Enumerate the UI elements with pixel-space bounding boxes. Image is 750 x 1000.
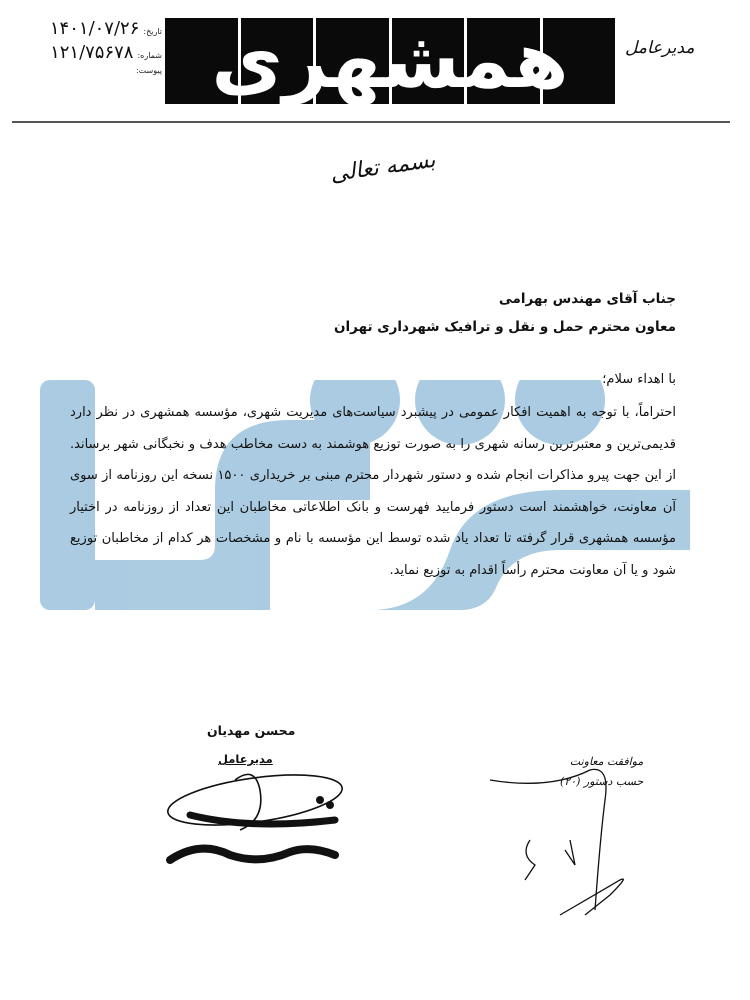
date-row — [12, 18, 162, 42]
signatory-title: مدیرعامل — [218, 752, 273, 766]
recipient-block — [334, 285, 676, 341]
logo-text: همشهری — [211, 16, 569, 106]
attachment-row — [12, 66, 162, 90]
letter-body — [70, 397, 676, 586]
number-value: ۱۲۱/۷۵۶۷۸ — [50, 42, 134, 63]
body-paragraph: احتراماً، با توجه به اهمیت افکار عمومی در پیشبرد سیاست‌های مدیریت شهری، مؤسسه همشهری در نظر دارد قدیمی‌ترین و معتبرترین رسانه شهری را به صورت توزیع هوشمند به دست مخاطب هدف و نخبگانی شهر برساند. از این جهت پیرو مذاکرات انجام شده و دستور شهردار محترم مبنی بر خریداری ۱۵۰۰ نسخه این روزنامه از سوی آن معاونت، خواهشمند است دستور فرمایید فهرست و بانک اطلاعاتی مخاطبان این تعداد از روزنامه در اختیار مؤسسه همشهری قرار گرفته تا تعداد یاد شده توسط این مؤسسه با نام و مشخصات هر کدام از مخاطبان توزیع شود و یا آن معاونت محترم رأساً اقدام به توزیع نماید. — [70, 405, 676, 578]
number-row — [12, 42, 162, 66]
approval-signature-icon — [480, 760, 680, 920]
invocation-calligraphy: بسمه تعالی — [328, 147, 437, 188]
sender-role: مدیرعامل — [625, 38, 695, 58]
signature-stamp-icon — [160, 760, 350, 870]
greeting: با اهداء سلام؛ — [602, 372, 676, 387]
hamshahri-logo — [165, 18, 615, 104]
number-label: شماره: — [137, 51, 162, 60]
note-line-2: حسب دستور (۲۰) — [560, 775, 644, 788]
letter-meta — [12, 18, 162, 90]
date-value: ۱۴۰۱/۰۷/۲۶ — [49, 18, 140, 39]
date-label: تاریخ: — [143, 27, 162, 36]
note-line-1: موافقت معاونت — [569, 755, 644, 768]
recipient-name: جناب آقای مهندس بهرامی — [498, 291, 676, 307]
signatory-name: محسن مهدیان — [207, 723, 296, 738]
recipient-title: معاون محترم حمل و نقل و ترافیک شهرداری تهران — [334, 319, 676, 335]
header-divider — [12, 121, 730, 123]
attachment-label: پیوست: — [135, 66, 162, 75]
